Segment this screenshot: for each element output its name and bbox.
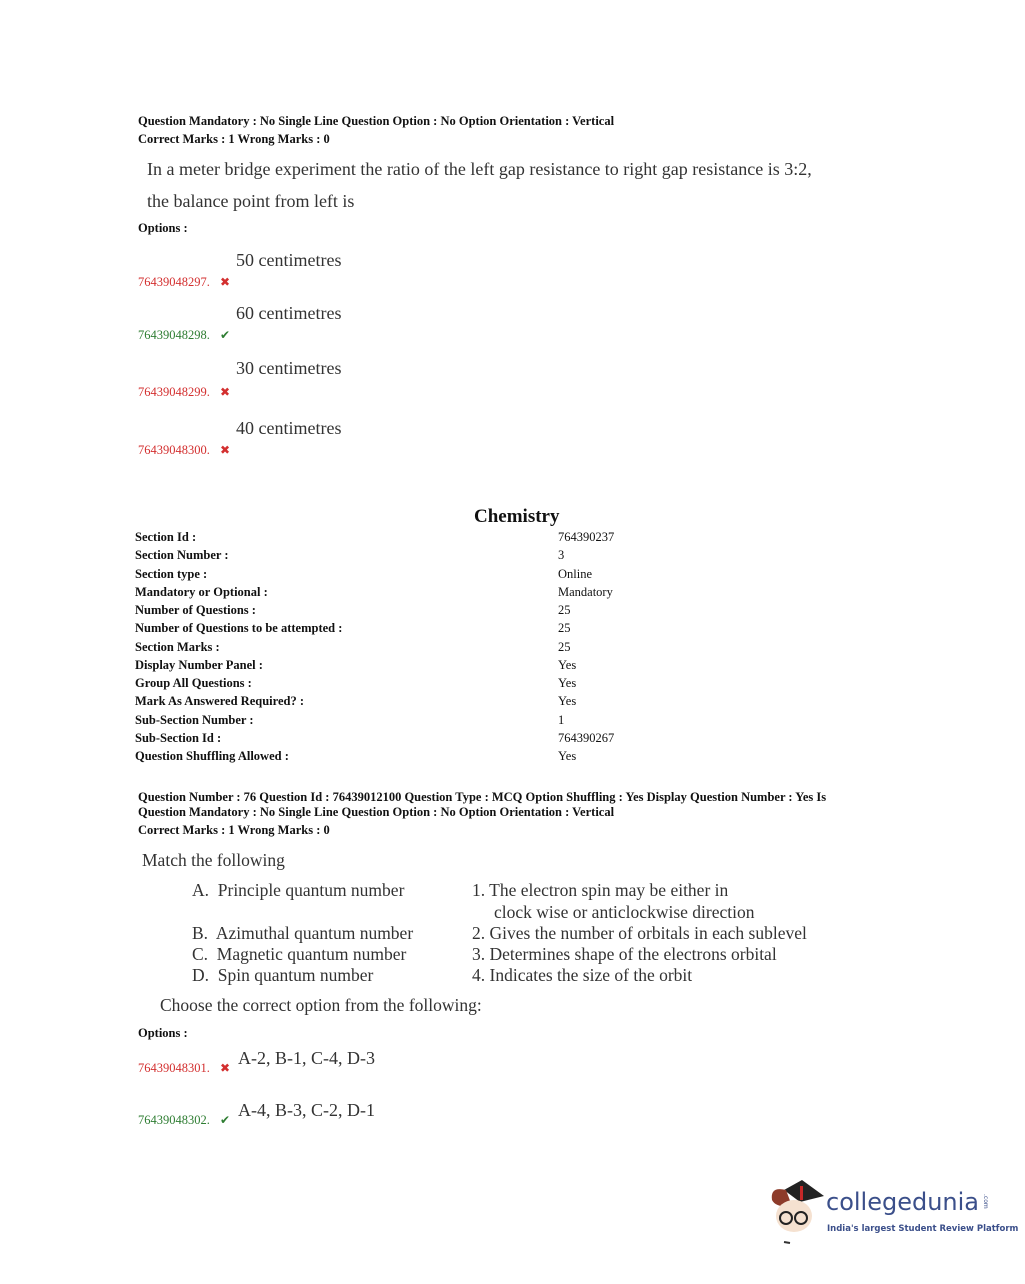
option xyxy=(138,418,538,458)
question-heading: Match the following xyxy=(142,850,285,870)
cross-icon: ✖ xyxy=(220,1061,231,1075)
section-detail-row xyxy=(135,585,635,603)
marks-line: Correct Marks : 1 Wrong Marks : 0 xyxy=(138,823,330,837)
detail-label: Section Number : xyxy=(135,548,229,563)
detail-value: Mandatory xyxy=(558,584,613,599)
section-detail-row xyxy=(135,567,635,585)
option xyxy=(138,303,538,343)
option-text: 60 centimetres xyxy=(236,303,342,323)
detail-value: 25 xyxy=(558,621,571,636)
match-left-item: D. Spin quantum number xyxy=(192,965,374,985)
detail-value: 3 xyxy=(558,548,565,563)
detail-value: Yes xyxy=(558,749,577,763)
marks-line: Correct Marks : 1 Wrong Marks : 0 xyxy=(138,132,330,146)
detail-value: 764390267 xyxy=(558,730,615,745)
cross-icon: ✖ xyxy=(220,385,231,399)
section-detail-row xyxy=(135,658,635,676)
question-meta xyxy=(138,112,614,148)
detail-value: Online xyxy=(558,566,593,581)
question-text: In a meter bridge experiment the ratio of the left gap resistance to right gap resistance is 3:2, xyxy=(147,159,812,179)
options-label: Options : xyxy=(138,221,188,235)
match-left-item: A. Principle quantum number xyxy=(192,880,405,900)
match-right-item: clock wise or anticlockwise direction xyxy=(494,902,755,922)
detail-value: 25 xyxy=(558,603,571,617)
option-text: 50 centimetres xyxy=(236,250,342,270)
option-text: A-4, B-3, C-2, D-1 xyxy=(238,1100,375,1120)
question-instruction: Choose the correct option from the following: xyxy=(160,995,482,1015)
option-id: 76439048297. xyxy=(138,275,210,289)
option-text: A-2, B-1, C-4, D-3 xyxy=(238,1048,375,1068)
meta-line: Question Mandatory : No Single Line Question Option : No Option Orientation : Vertical xyxy=(138,805,615,819)
match-right-item: 3. Determines shape of the electrons orbital xyxy=(472,944,777,964)
section-title: Chemistry xyxy=(474,506,560,527)
detail-label: Group All Questions : xyxy=(135,676,252,690)
detail-value: Yes xyxy=(558,676,577,690)
section-detail-row xyxy=(135,621,635,639)
meta-line: Question Mandatory : No Single Line Question Option : No Option Orientation : Vertical xyxy=(138,114,615,128)
option-text: 30 centimetres xyxy=(236,358,342,378)
question-text: the balance point from left is xyxy=(147,191,355,211)
option-text: 40 centimetres xyxy=(236,418,342,438)
option-id: 76439048302. xyxy=(138,1113,210,1127)
logo-text: collegedunia xyxy=(826,1188,980,1216)
section-detail-row xyxy=(135,713,635,731)
section-detail-row xyxy=(135,676,635,694)
detail-label: Mark As Answered Required? : xyxy=(135,694,304,709)
option xyxy=(138,1048,538,1076)
match-left-item: B. Azimuthal quantum number xyxy=(192,923,414,943)
option xyxy=(138,358,538,400)
check-icon: ✔ xyxy=(220,328,231,342)
detail-value: 1 xyxy=(558,712,565,727)
detail-label: Mandatory or Optional : xyxy=(135,584,268,599)
cross-icon: ✖ xyxy=(220,443,231,457)
detail-label: Sub-Section Number : xyxy=(135,712,254,727)
section-detail-row xyxy=(135,603,635,621)
section-detail-row xyxy=(135,749,635,767)
meta-line: Question Number : 76 Question Id : 76439012100 Question Type : MCQ Option Shuffling : Yes Display Question Number : Yes Is xyxy=(138,790,827,804)
section-detail-row xyxy=(135,694,635,712)
logo-suffix: .com xyxy=(982,1194,989,1209)
detail-label: Number of Questions : xyxy=(135,603,256,617)
option-id: 76439048298. xyxy=(138,328,210,342)
detail-label: Section Marks : xyxy=(135,639,220,654)
detail-value: Yes xyxy=(558,694,577,709)
match-right-item: 1. The electron spin may be either in xyxy=(472,880,729,900)
match-right-item: 4. Indicates the size of the orbit xyxy=(472,965,693,985)
options-label: Options : xyxy=(138,1026,188,1040)
detail-value: 25 xyxy=(558,639,571,654)
detail-value: 764390237 xyxy=(558,530,615,544)
match-left-item: C. Magnetic quantum number xyxy=(192,944,407,964)
detail-label: Section type : xyxy=(135,566,208,581)
logo-tagline: India's largest Student Review Platform xyxy=(827,1224,1019,1234)
section-detail-row xyxy=(135,548,635,566)
detail-label: Display Number Panel : xyxy=(135,657,263,672)
section-detail-row xyxy=(135,731,635,749)
section-detail-row xyxy=(135,640,635,658)
option-id: 76439048299. xyxy=(138,385,210,399)
match-right-item: 2. Gives the number of orbitals in each sublevel xyxy=(472,923,807,943)
collegedunia-logo xyxy=(766,1176,1019,1246)
detail-label: Sub-Section Id : xyxy=(135,730,222,745)
cross-icon: ✖ xyxy=(220,275,231,289)
mascot-icon xyxy=(766,1176,826,1246)
detail-value: Yes xyxy=(558,657,577,672)
option xyxy=(138,1100,538,1128)
detail-label: Question Shuffling Allowed : xyxy=(135,749,289,763)
option-id: 76439048301. xyxy=(138,1061,210,1075)
question-meta xyxy=(138,788,826,839)
option-id: 76439048300. xyxy=(138,443,210,457)
check-icon: ✔ xyxy=(220,1113,231,1127)
option xyxy=(138,250,538,290)
detail-label: Section Id : xyxy=(135,530,197,544)
detail-label: Number of Questions to be attempted : xyxy=(135,621,343,636)
section-detail-row xyxy=(135,530,635,548)
